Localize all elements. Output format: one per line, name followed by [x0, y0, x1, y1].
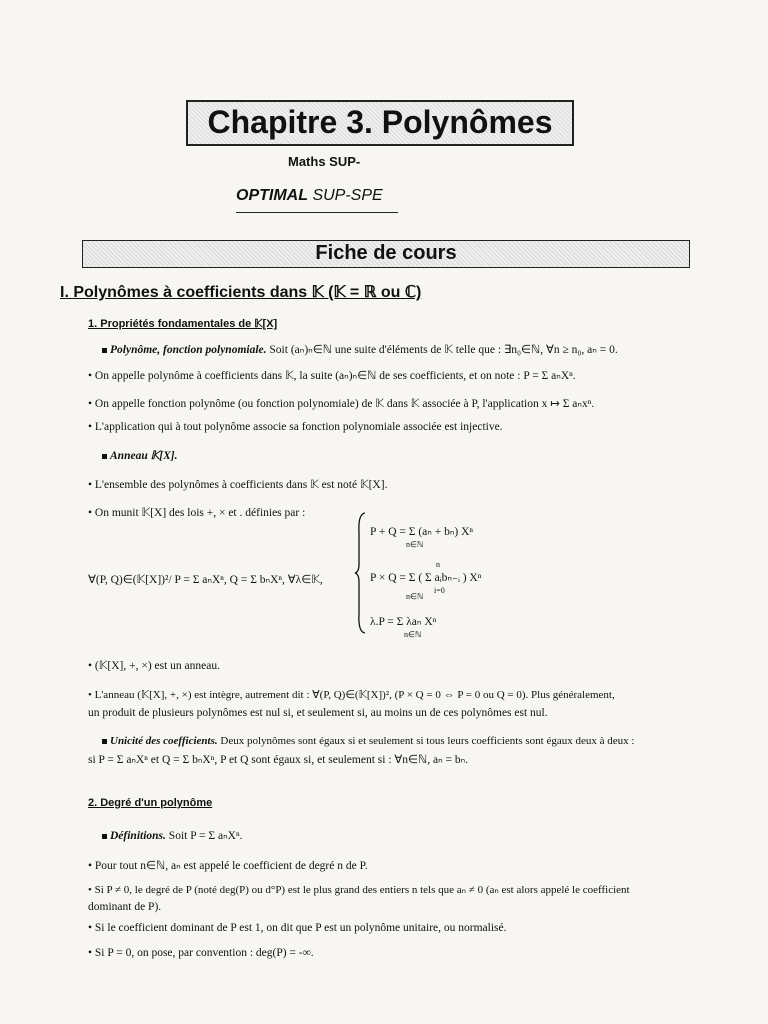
brand-underline: [236, 212, 398, 213]
bullet-2-text: On appelle fonction polynôme (ou fonction polynomiale) de 𝕂 dans 𝕂 associée à P, l'application x ↦ Σ aₙxⁿ.: [94, 398, 595, 410]
subsection-heading-2: 2. Degré d'un polynôme: [88, 797, 213, 809]
bullet-3-text: L'application qui à tout polynôme associe sa fonction polynomiale associée est injective.: [94, 421, 503, 433]
subtitle: Maths SUP-: [288, 154, 361, 169]
section-heading: I. Polynômes à coefficients dans 𝕂 (𝕂 = ℝ ou ℂ): [60, 284, 422, 301]
banner-box: [82, 240, 690, 268]
deg-bullet-2-cont: dominant de P).: [88, 901, 162, 913]
law-scal: λ.P = Σ λaₙ Xⁿ: [370, 616, 437, 628]
brand-strong: OPTIMAL: [236, 187, 308, 204]
bullet-2: • On appelle fonction polynôme (ou fonction polynomiale) de 𝕂 dans 𝕂 associée à P, l'application x ↦ Σ aₙxⁿ.: [88, 398, 595, 410]
bullet-4-text: L'ensemble des polynômes à coefficients dans 𝕂 est noté 𝕂[X].: [94, 479, 388, 491]
bullet-7-cont: un produit de plusieurs polynômes est nul si, et seulement si, au moins un de ces polynômes est nul.: [88, 707, 548, 719]
law-scal-index: n∈ℕ: [404, 630, 422, 639]
definitions-label: Définitions.: [110, 830, 166, 842]
bullet-7: • L'anneau (𝕂[X], +, ×) est intègre, autrement dit : ∀(P, Q)∈(𝕂[X])², (P × Q = 0 ⇔ P = 0 ou Q = 0). Plus généralement,: [88, 689, 615, 701]
bullet-7-text-a: L'anneau (𝕂[X], +, ×) est intègre, autrement dit : ∀(P, Q)∈(𝕂[X])², (P × Q = 0 ⇔ P = 0 ou Q = 0). Plus généralement,: [94, 689, 615, 701]
law-sum: P + Q = Σ (aₙ + bₙ) Xⁿ: [370, 526, 474, 538]
deg-bullet-2: • Si P ≠ 0, le degré de P (noté deg(P) ou d°P) est le plus grand des entiers n tels que aₙ ≠ 0 (aₙ est alors appelé le coefficient: [88, 884, 630, 896]
law-sum-index: n∈ℕ: [406, 540, 424, 549]
bullet-4: • L'ensemble des polynômes à coefficients dans 𝕂 est noté 𝕂[X].: [88, 479, 388, 491]
chapter-title: Chapitre 3. Polynômes: [207, 104, 553, 140]
bullet-6: • (𝕂[X], +, ×) est un anneau.: [88, 660, 220, 672]
left-brace: [354, 512, 366, 634]
definition-line: [102, 342, 618, 356]
law-prod-top-index: n: [436, 560, 440, 569]
deg-bullet-1: • Pour tout n∈ℕ, aₙ est appelé le coefficient de degré n de P.: [88, 860, 368, 872]
uniqueness-label: Unicité des coefficients.: [110, 735, 218, 747]
uniqueness-text-b: si P = Σ aₙXⁿ et Q = Σ bₙXⁿ, P et Q sont égaux si, et seulement si : ∀n∈ℕ, aₙ = bₙ.: [88, 754, 469, 766]
ring-label: Anneau 𝕂[X].: [110, 450, 178, 462]
definition-label: Polynôme, fonction polynomiale.: [110, 344, 267, 356]
definition-text: Soit (aₙ)ₙ∈ℕ une suite d'éléments de 𝕂 telle que : ∃n₀∈ℕ, ∀n ≥ n₀, aₙ = 0.: [269, 344, 618, 356]
uniqueness-text-a: Deux polynômes sont égaux si et seulement si tous leurs coefficients sont égaux deux à deux :: [220, 735, 635, 747]
square-bullet-icon: [102, 739, 107, 744]
bullet-6-text: (𝕂[X], +, ×) est un anneau.: [94, 660, 220, 672]
law-prod-index: n∈ℕ: [406, 592, 424, 601]
banner-title: Fiche de cours: [315, 242, 457, 264]
definitions-line: [102, 828, 242, 842]
square-bullet-icon: [102, 348, 107, 353]
definitions-text: Soit P = Σ aₙXⁿ.: [168, 830, 243, 842]
deg-bullet-4: • Si P = 0, on pose, par convention : deg(P) = -∞.: [88, 947, 314, 959]
square-bullet-icon: [102, 834, 107, 839]
law-prod-inner-index: i=0: [434, 586, 445, 595]
deg-bullet-2-text: Si P ≠ 0, le degré de P (noté deg(P) ou d°P) est le plus grand des entiers n tels que aₙ ≠ 0 (aₙ est alors appelé le coefficient: [94, 884, 630, 896]
subsection-heading-1: 1. Propriétés fondamentales de 𝕂[X]: [88, 318, 278, 330]
bullet-1: • On appelle polynôme à coefficients dans 𝕂, la suite (aₙ)ₙ∈ℕ de ses coefficients, et on note : P = Σ aₙXⁿ.: [88, 370, 576, 382]
chapter-title-box: [186, 100, 574, 146]
brand-line: [236, 187, 383, 205]
brand-rest: SUP-SPE: [312, 187, 383, 204]
ring-line: [102, 448, 177, 462]
deg-bullet-3-text: Si le coefficient dominant de P est 1, on dit que P est un polynôme unitaire, ou normalisé.: [94, 922, 507, 934]
laws-quantifier: ∀(P, Q)∈(𝕂[X])²/ P = Σ aₙXⁿ, Q = Σ bₙXⁿ, ∀λ∈𝕂,: [88, 574, 323, 586]
bullet-5-text: On munit 𝕂[X] des lois +, × et . définies par :: [94, 507, 306, 519]
deg-bullet-3: • Si le coefficient dominant de P est 1, on dit que P est un polynôme unitaire, ou normalisé.: [88, 922, 507, 934]
bullet-5: • On munit 𝕂[X] des lois +, × et . définies par :: [88, 507, 306, 519]
law-prod: P × Q = Σ ( Σ aᵢbₙ₋ᵢ ) Xⁿ: [370, 572, 482, 584]
deg-bullet-1-text: Pour tout n∈ℕ, aₙ est appelé le coefficient de degré n de P.: [94, 860, 368, 872]
deg-bullet-4-text: Si P = 0, on pose, par convention : deg(P) = -∞.: [94, 947, 314, 959]
bullet-3: • L'application qui à tout polynôme associe sa fonction polynomiale associée est injective.: [88, 421, 503, 433]
uniqueness-line: [102, 735, 634, 747]
bullet-1-text: On appelle polynôme à coefficients dans 𝕂, la suite (aₙ)ₙ∈ℕ de ses coefficients, et on note : P = Σ aₙXⁿ.: [94, 370, 576, 382]
square-bullet-icon: [102, 454, 107, 459]
